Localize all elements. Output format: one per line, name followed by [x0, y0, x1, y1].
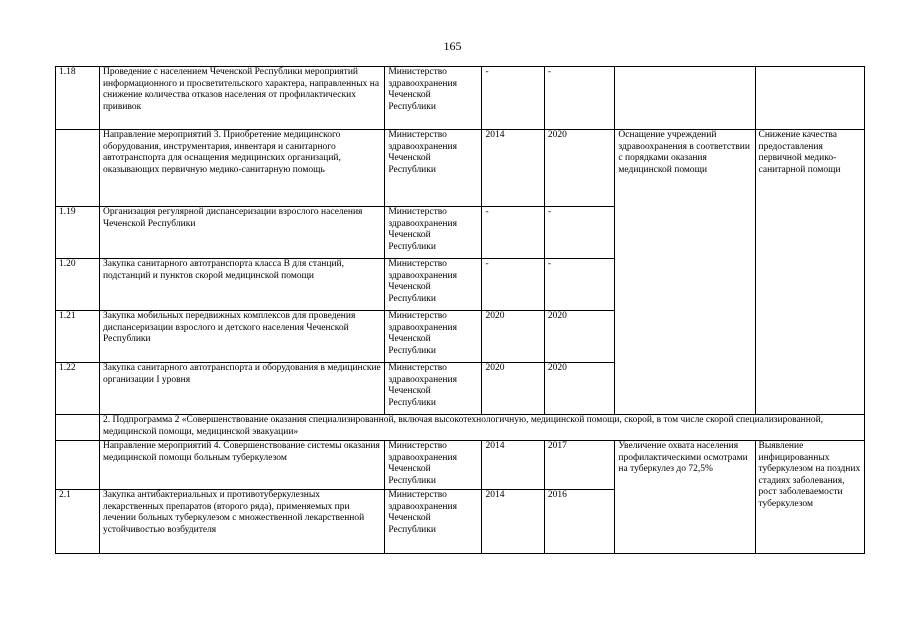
measure-name: Проведение с населением Чеченской Республики мероприятий информационного и просветительского характера, направленных на снижение количества отказов населения от профилактических прививок	[99, 67, 384, 130]
start-year: 2020	[482, 363, 544, 415]
end-year: -	[544, 67, 615, 130]
measure-name: Закупка санитарного автотранспорта класса В для станций, подстанций и пунктов скорой медицинской помощи	[99, 259, 384, 311]
executor: Министерство здравоохранения Чеченской Республики	[385, 207, 482, 259]
executor: Министерство здравоохранения Чеченской Республики	[385, 259, 482, 311]
measure-name: Закупка антибактериальных и противотуберкулезных лекарственных препаратов (второго ряда), применяемых при лечении больных туберкулезом с множественной лекарственной устойчивостью возбудителя	[99, 490, 384, 554]
executor: Министерство здравоохранения Чеченской Республики	[385, 363, 482, 415]
row-number: 1.22	[56, 363, 100, 415]
table-row	[56, 130, 865, 207]
non-implementation-effect	[755, 67, 864, 130]
row-number	[56, 415, 100, 441]
row-number	[56, 441, 100, 490]
executor: Министерство здравоохранения Чеченской Республики	[385, 67, 482, 130]
expected-result	[615, 67, 755, 130]
row-number: 1.19	[56, 207, 100, 259]
executor: Министерство здравоохранения Чеченской Республики	[385, 490, 482, 554]
row-number: 2.1	[56, 490, 100, 554]
end-year: 2020	[544, 311, 615, 363]
end-year: 2016	[544, 490, 615, 554]
non-implementation-effect: Снижение качества предоставления первичной медико-санитарной помощи	[755, 130, 864, 415]
end-year: -	[544, 259, 615, 311]
executor: Министерство здравоохранения Чеченской Республики	[385, 441, 482, 490]
start-year: 2014	[482, 441, 544, 490]
page-number: 165	[443, 39, 462, 53]
end-year: -	[544, 207, 615, 259]
measures-table	[55, 66, 865, 554]
table-row	[56, 441, 865, 490]
executor: Министерство здравоохранения Чеченской Республики	[385, 311, 482, 363]
start-year: -	[482, 207, 544, 259]
non-implementation-effect: Выявление инфицированных туберкулезом на поздних стадиях заболевания, рост заболеваемости туберкулезом	[755, 441, 864, 554]
expected-result: Увеличение охвата населения профилактическими осмотрами на туберкулез до 72,5%	[615, 441, 755, 554]
expected-result: Оснащение учреждений здравоохранения в соответствии с порядками оказания медицинской помощи	[615, 130, 755, 415]
row-number: 1.20	[56, 259, 100, 311]
start-year: 2020	[482, 311, 544, 363]
subprogram-row	[56, 415, 865, 441]
direction-name: Направление мероприятий 4. Совершенствование системы оказания медицинской помощи больным туберкулезом	[99, 441, 384, 490]
row-number	[56, 130, 100, 207]
end-year: 2020	[544, 363, 615, 415]
direction-name: Направление мероприятий 3. Приобретение медицинского оборудования, инструментария, инвентаря и санитарного автотранспорта для оснащения медицинских организаций, оказывающих первичную медико-санитарную помощь	[99, 130, 384, 207]
start-year: 2014	[482, 490, 544, 554]
table-row	[56, 67, 865, 130]
start-year: -	[482, 67, 544, 130]
start-year: 2014	[482, 130, 544, 207]
row-number: 1.21	[56, 311, 100, 363]
measure-name: Закупка мобильных передвижных комплексов для проведения диспансеризации взрослого и детского населения Чеченской Республики	[99, 311, 384, 363]
measure-name: Закупка санитарного автотранспорта и оборудования в медицинские организации I уровня	[99, 363, 384, 415]
executor: Министерство здравоохранения Чеченской Республики	[385, 130, 482, 207]
end-year: 2017	[544, 441, 615, 490]
row-number: 1.18	[56, 67, 100, 130]
measure-name: Организация регулярной диспансеризации взрослого населения Чеченской Республики	[99, 207, 384, 259]
end-year: 2020	[544, 130, 615, 207]
start-year: -	[482, 259, 544, 311]
subprogram-title: 2. Подпрограмма 2 «Совершенствование оказания специализированной, включая высокотехнологичную, медицинской помощи, скорой, в том числе скорой специализированной, медицинской помощи, медицинской эвакуации»	[99, 415, 864, 441]
